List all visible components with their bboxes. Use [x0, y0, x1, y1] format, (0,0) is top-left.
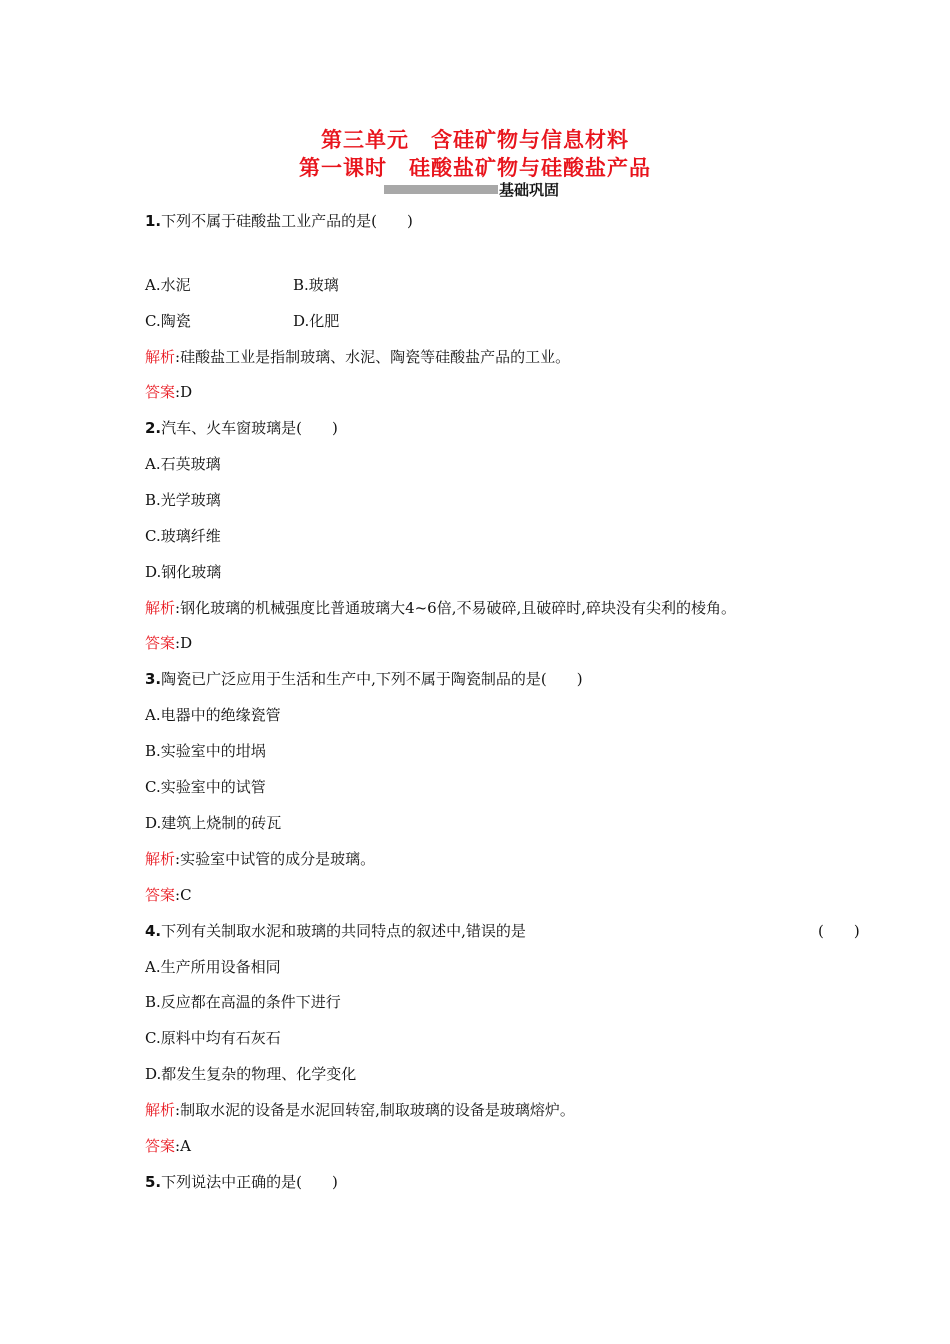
question-2-answer: 答案:D [145, 634, 193, 652]
question-3-option-d: D.建筑上烧制的砖瓦 [145, 814, 282, 832]
question-4-answer-blank: ( ) [818, 922, 860, 940]
question-2-stem: 2.汽车、火车窗玻璃是( ) [145, 419, 338, 437]
question-3-analysis: 解析:实验室中试管的成分是玻璃。 [145, 850, 376, 868]
question-3-stem: 3.陶瓷已广泛应用于生活和生产中,下列不属于陶瓷制品的是( ) [145, 670, 583, 688]
unit-title: 第三单元 含硅矿物与信息材料 [321, 128, 629, 152]
question-1-stem: 1.下列不属于硅酸盐工业产品的是( ) [145, 212, 413, 230]
question-1-answer: 答案:D [145, 383, 193, 401]
question-1-option-b: B.玻璃 [293, 276, 339, 294]
question-5-stem: 5.下列说法中正确的是( ) [145, 1173, 338, 1191]
question-1-option-c: C.陶瓷 [145, 312, 191, 330]
question-4-answer: 答案:A [145, 1137, 191, 1155]
question-1-option-a: A.水泥 [145, 276, 191, 294]
question-2-option-d: D.钢化玻璃 [145, 563, 222, 581]
question-4-stem: 4.下列有关制取水泥和玻璃的共同特点的叙述中,错误的是 [145, 922, 526, 940]
question-4-option-a: A.生产所用设备相同 [145, 958, 281, 976]
question-4-option-d: D.都发生复杂的物理、化学变化 [145, 1065, 357, 1083]
question-2-analysis: 解析:钢化玻璃的机械强度比普通玻璃大4~6倍,不易破碎,且破碎时,碎块没有尖利的棱角。 [145, 599, 737, 617]
section-heading [384, 179, 559, 199]
section-bar [384, 185, 498, 194]
question-3-answer: 答案:C [145, 886, 192, 904]
question-2-option-a: A.石英玻璃 [145, 455, 221, 473]
lesson-title: 第一课时 硅酸盐矿物与硅酸盐产品 [299, 156, 651, 180]
question-4-option-b: B.反应都在高温的条件下进行 [145, 993, 341, 1011]
question-4-analysis: 解析:制取水泥的设备是水泥回转窑,制取玻璃的设备是玻璃熔炉。 [145, 1101, 575, 1119]
question-3-option-b: B.实验室中的坩埚 [145, 742, 266, 760]
question-4-option-c: C.原料中均有石灰石 [145, 1029, 281, 1047]
question-1-analysis: 解析:硅酸盐工业是指制玻璃、水泥、陶瓷等硅酸盐产品的工业。 [145, 348, 571, 366]
question-2-option-c: C.玻璃纤维 [145, 527, 221, 545]
section-label: 基础巩固 [499, 180, 560, 199]
question-3-option-c: C.实验室中的试管 [145, 778, 266, 796]
question-1-option-d: D.化肥 [293, 312, 340, 330]
question-3-option-a: A.电器中的绝缘瓷管 [145, 706, 281, 724]
question-2-option-b: B.光学玻璃 [145, 491, 221, 509]
